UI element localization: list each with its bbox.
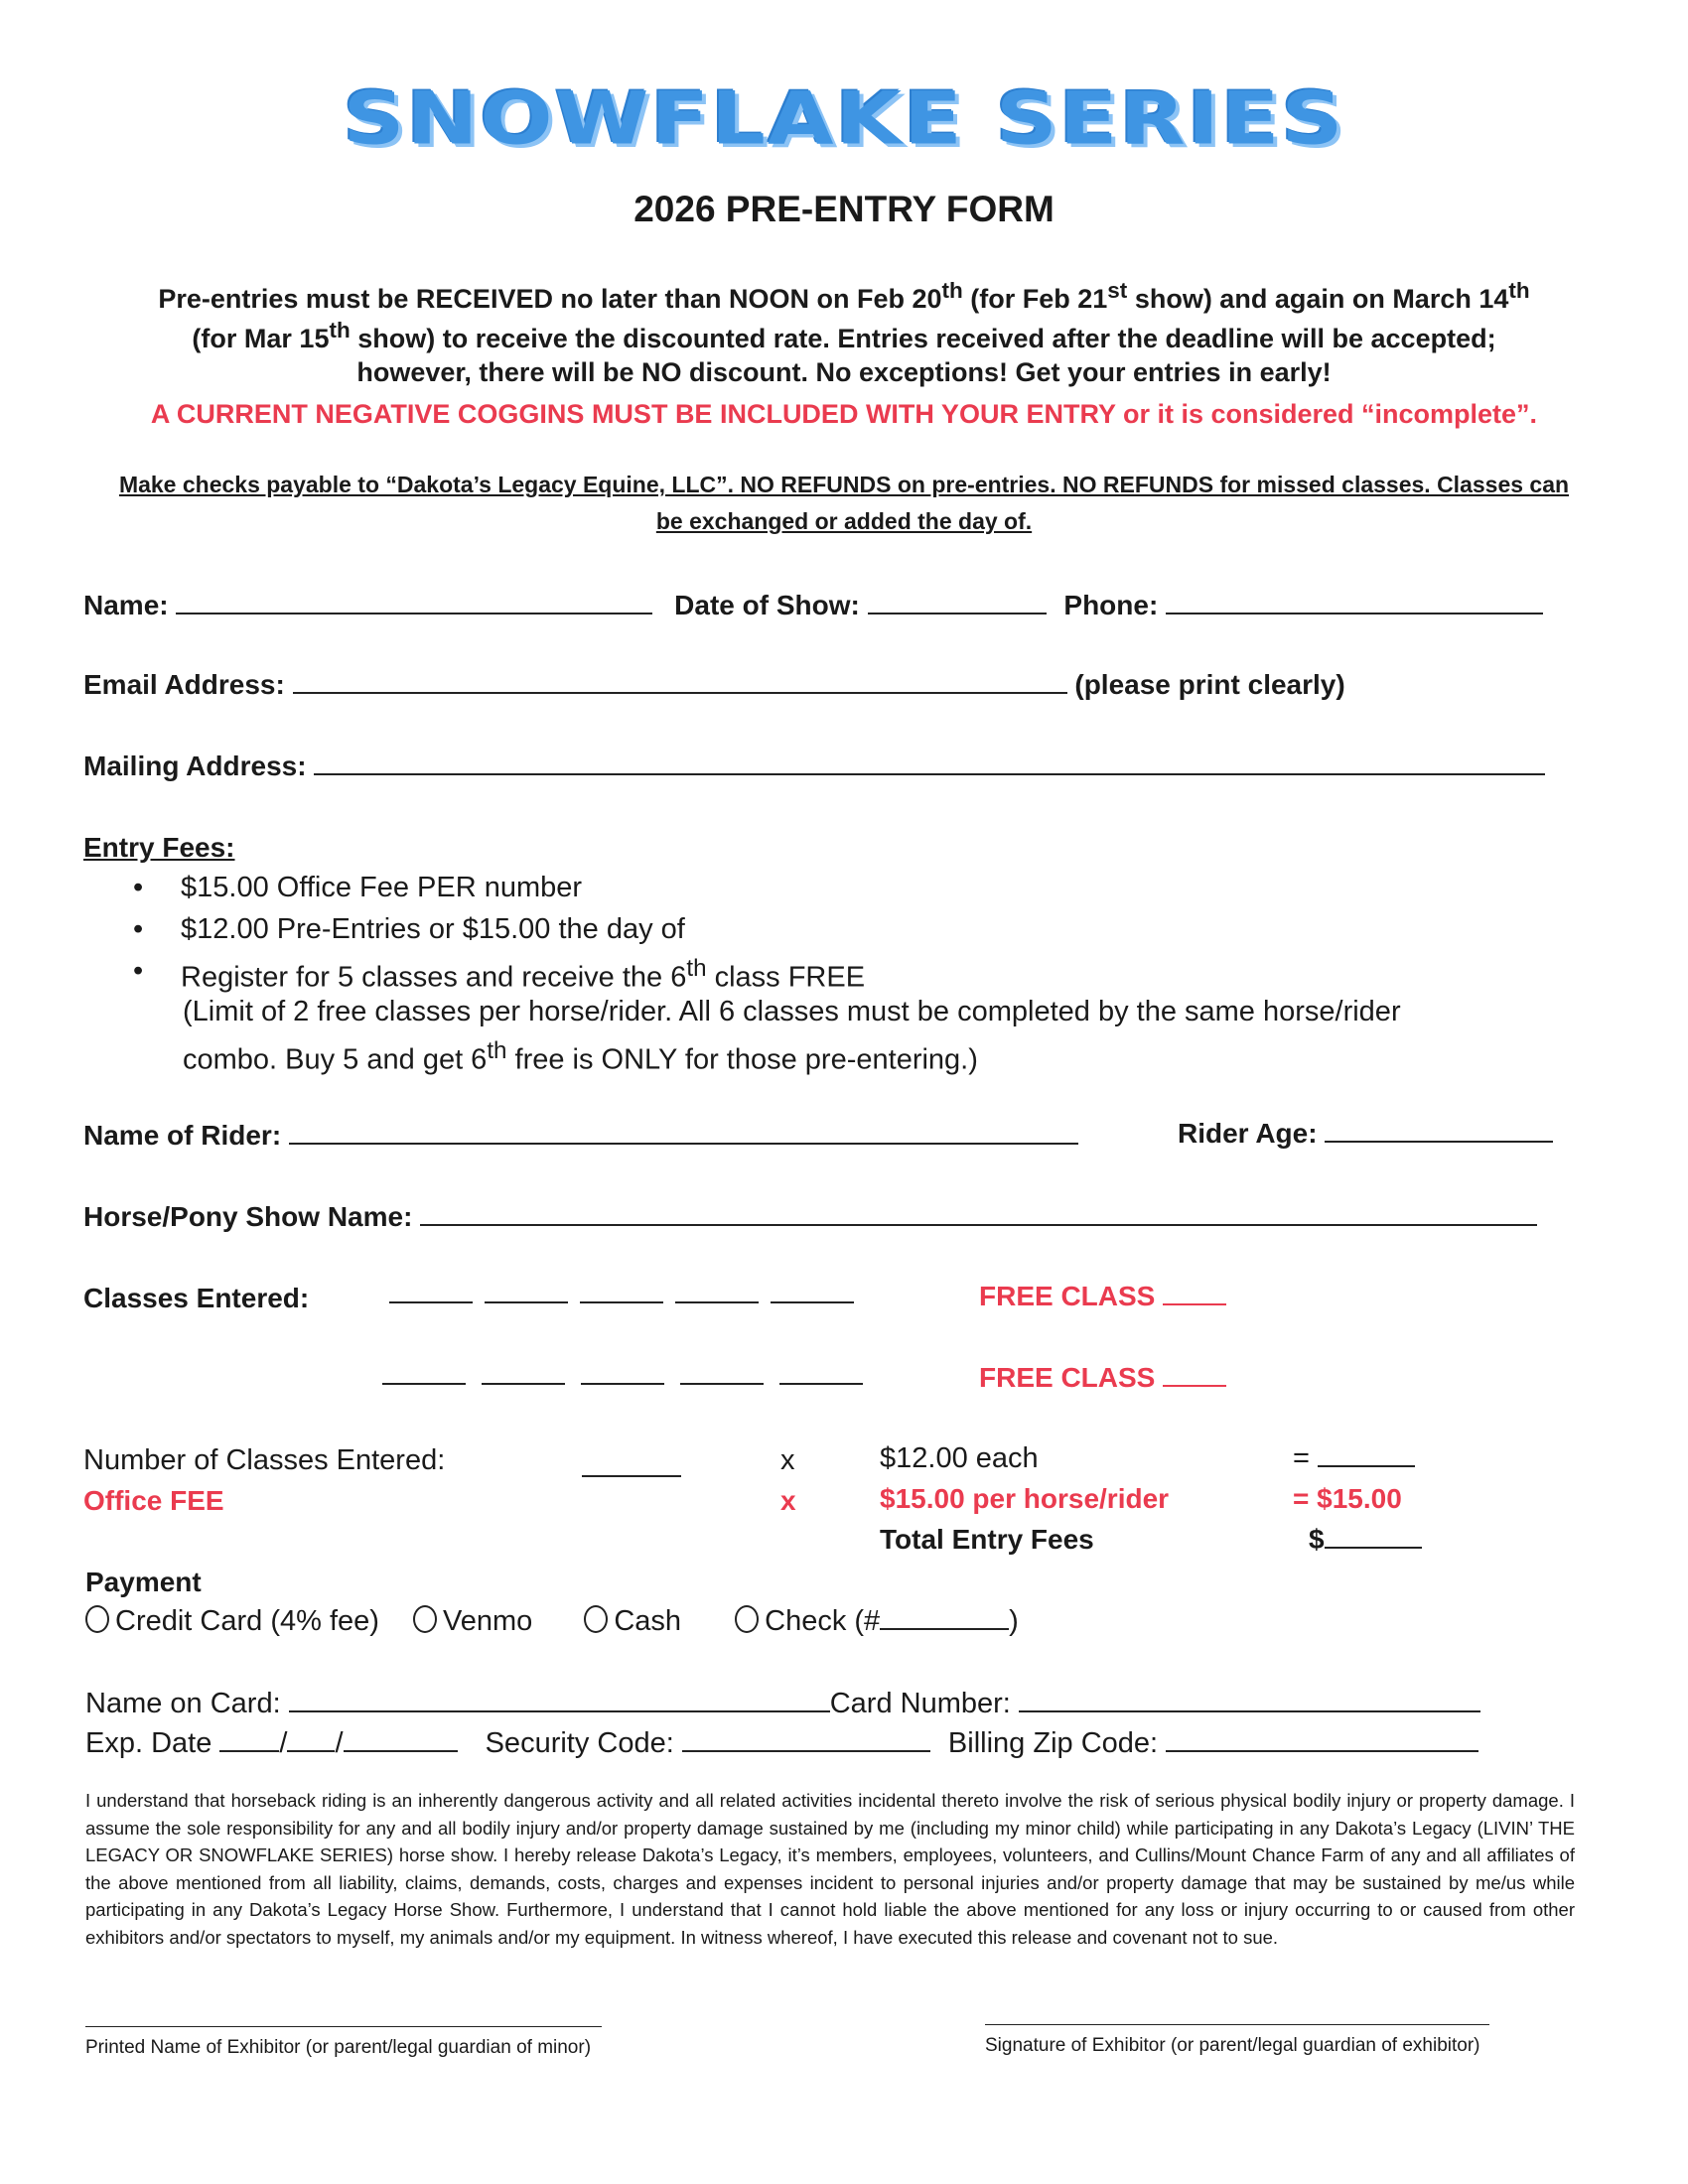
fee-item-2 [133,913,685,946]
classes-row-1 [389,1291,854,1308]
exp-date-label: Exp. Date [85,1727,212,1759]
email-row [83,669,1345,701]
text: Register for 5 classes and receive the 6 [181,961,687,994]
payment-option-cash[interactable] [584,1605,681,1637]
name-row [83,590,1543,621]
checks-payable-note-2: be exchanged or added the day of. [655,508,1033,534]
num-classes-field[interactable] [582,1474,681,1477]
name-on-card-field[interactable] [289,1709,830,1712]
sup: th [941,278,963,303]
office-fee-label: Office FEE [83,1485,224,1516]
rider-age-field[interactable] [1325,1140,1553,1143]
check-number-field[interactable] [880,1627,1009,1630]
security-code-label: Security Code: [485,1727,674,1759]
security-code-field[interactable] [682,1749,930,1752]
office-multiply-sign: x [780,1485,796,1516]
fee-item-3 [133,955,866,995]
dollar-sign: $ [1309,1524,1325,1555]
entry-fees-heading: Entry Fees: [83,832,235,863]
multiply-sign: x [780,1444,795,1476]
date-of-show-label: Date of Show: [674,590,860,620]
card-number-label: Card Number: [829,1688,1011,1719]
paren: ) [1009,1605,1019,1637]
sup: th [487,1037,507,1064]
coggins-warning: A CURRENT NEGATIVE COGGINS MUST BE INCLUDED WITH YOUR ENTRY or it is considered “incomplete”. [150,399,1538,429]
per-class-price: $12.00 each [880,1442,1039,1474]
free-class-field[interactable] [1163,1384,1226,1387]
classes-total [1293,1442,1415,1475]
form-title: 2026 PRE-ENTRY FORM [633,189,1055,229]
classes-row-2 [382,1372,863,1390]
radio-circle-icon[interactable] [735,1605,759,1633]
payment-heading: Payment [85,1567,202,1597]
checks-payable-note: Make checks payable to “Dakota’s Legacy Equine, LLC”. NO REFUNDS on pre-entries. NO REFUNDS for missed classes. Classes can [118,472,1570,497]
rider-age-label: Rider Age: [1178,1118,1318,1149]
text: $15.00 Office Fee PER number [181,872,583,903]
text: show) to receive the discounted rate. Entries received after the deadline will be accepted; [350,324,1496,353]
name-on-card-label: Name on Card: [85,1688,281,1719]
class-field[interactable] [482,1382,565,1385]
total-entry-fees-field[interactable] [1325,1546,1422,1549]
name-label: Name: [83,590,169,620]
office-fee-price: $15.00 per horse/rider [880,1483,1170,1514]
mailing-field[interactable] [314,772,1545,775]
exp-year-field[interactable] [344,1749,458,1752]
liability-waiver: I understand that horseback riding is an inherently dangerous activity and all related activities incidental thereto involve the risk of serious physical bodily injury or property damage. I assume the sole responsibility for any and all bodily injury and/or property damage sustained by me (including my minor child) while participating in any Dakota’s Legacy (LIVIN’ THE LEGACY OR SNOWFLAKE SERIES) horse show. I hereby release Dakota’s Legacy, it’s members, employees, volunteers, and Cullins/Mount Chance Farm of any and all affiliates of the above mentioned from all liability, claims, demands, costs, charges and expenses incident to personal injuries and/or property damage that may be sustained by me/us while participating in any Dakota’s Legacy Horse Show. Furthermore, I understand that I cannot hold liable the above mentioned for any loss or injury occurring to or caused from other exhibitors and/or spectators to myself, my animals and/or my equipment. In witness whereof, I have executed this release and covenant not to sue. [85,1790,1575,1948]
date-of-show-field[interactable] [868,612,1047,614]
option-label: Venmo [443,1605,533,1637]
snowflake-series-logo: SNOWFLAKE SERIES [343,76,1345,162]
sup: st [1107,278,1128,303]
option-label: Check (# [765,1605,881,1637]
payment-option-check[interactable] [735,1605,1019,1637]
class-field[interactable] [580,1300,663,1303]
class-field[interactable] [779,1382,863,1385]
class-field[interactable] [389,1300,473,1303]
text: combo. Buy 5 and get 6 [183,1043,488,1076]
phone-label: Phone: [1063,590,1159,620]
fee-item-1 [133,872,583,904]
rider-name-row [83,1120,1078,1152]
option-label: Credit Card (4% fee) [115,1605,379,1637]
sup: th [329,318,351,342]
class-field[interactable] [675,1300,759,1303]
sup: th [1508,278,1530,303]
classes-entered-label: Classes Entered: [83,1283,310,1313]
email-label: Email Address: [83,669,285,700]
slash: / [279,1727,288,1759]
bullet-icon: • [133,872,144,903]
billing-zip-label: Billing Zip Code: [947,1727,1159,1759]
billing-zip-field[interactable] [1166,1749,1478,1752]
option-label: Cash [614,1605,682,1637]
bullet-icon: • [133,913,144,945]
intro-line-3: however, there will be NO discount. No exceptions! Get your entries in early! [356,357,1332,387]
rider-name-label: Name of Rider: [83,1120,282,1151]
email-note: (please print clearly) [1074,669,1345,700]
equals: = [1293,1442,1310,1474]
payment-options [85,1605,1019,1638]
text: (for Mar 15 [192,324,330,353]
text: class FREE [706,961,866,994]
horse-name-row [83,1201,1537,1233]
payment-option-venmo[interactable] [413,1605,532,1637]
exp-day-field[interactable] [287,1749,335,1752]
class-field[interactable] [485,1300,568,1303]
printed-name-field[interactable] [85,2025,602,2027]
text: Pre-entries must be RECEIVED no later than NOON on Feb 20 [158,284,942,314]
sup: th [686,955,707,982]
text: show) and again on March 14 [1127,284,1509,314]
intro-line-2 [0,318,1688,354]
radio-circle-icon[interactable] [85,1605,109,1633]
total-entry-fees [1309,1524,1422,1556]
num-classes-label: Number of Classes Entered: [83,1444,446,1476]
free-class-field[interactable] [1163,1302,1226,1305]
free-class-label: FREE CLASS [979,1362,1156,1393]
class-field[interactable] [581,1382,664,1385]
free-class-1 [979,1281,1226,1312]
radio-circle-icon[interactable] [584,1605,608,1633]
class-field[interactable] [680,1382,764,1385]
radio-circle-icon[interactable] [413,1605,437,1633]
rider-age-row [1178,1118,1553,1150]
card-number-field[interactable] [1019,1709,1480,1712]
office-fee-total: = $15.00 [1293,1483,1402,1514]
signature-label: Signature of Exhibitor (or parent/legal guardian of exhibitor) [985,2035,1480,2056]
rider-name-field[interactable] [289,1142,1078,1145]
horse-name-field[interactable] [420,1223,1537,1226]
signature-field[interactable] [985,2023,1489,2025]
class-field[interactable] [771,1300,854,1303]
total-entry-fees-label: Total Entry Fees [880,1524,1094,1555]
free-class-2 [979,1362,1226,1394]
text: (for Feb 21 [962,284,1108,314]
printed-name-label: Printed Name of Exhibitor (or parent/legal guardian of minor) [85,2037,592,2058]
text: free is ONLY for those pre-entering.) [506,1043,978,1076]
class-field[interactable] [382,1382,466,1385]
fee-note-1: (Limit of 2 free classes per horse/rider. All 6 classes must be completed by the same horse/rider [183,996,1401,1027]
free-class-label: FREE CLASS [979,1281,1156,1311]
email-field[interactable] [293,691,1067,694]
name-field[interactable] [176,612,652,614]
card-row-2 [85,1727,1478,1760]
mailing-row [83,751,1545,782]
bullet-icon: • [133,955,144,987]
exp-month-field[interactable] [219,1749,279,1752]
slash: / [335,1727,344,1759]
classes-total-field[interactable] [1318,1464,1415,1467]
card-row-1 [85,1688,1480,1720]
phone-field[interactable] [1166,612,1543,614]
text: $12.00 Pre-Entries or $15.00 the day of [181,913,685,945]
fee-note-2 [183,1037,978,1077]
intro-line-1 [0,278,1688,315]
payment-option-credit-card[interactable] [85,1605,379,1637]
mailing-label: Mailing Address: [83,751,307,781]
horse-name-label: Horse/Pony Show Name: [83,1201,413,1232]
